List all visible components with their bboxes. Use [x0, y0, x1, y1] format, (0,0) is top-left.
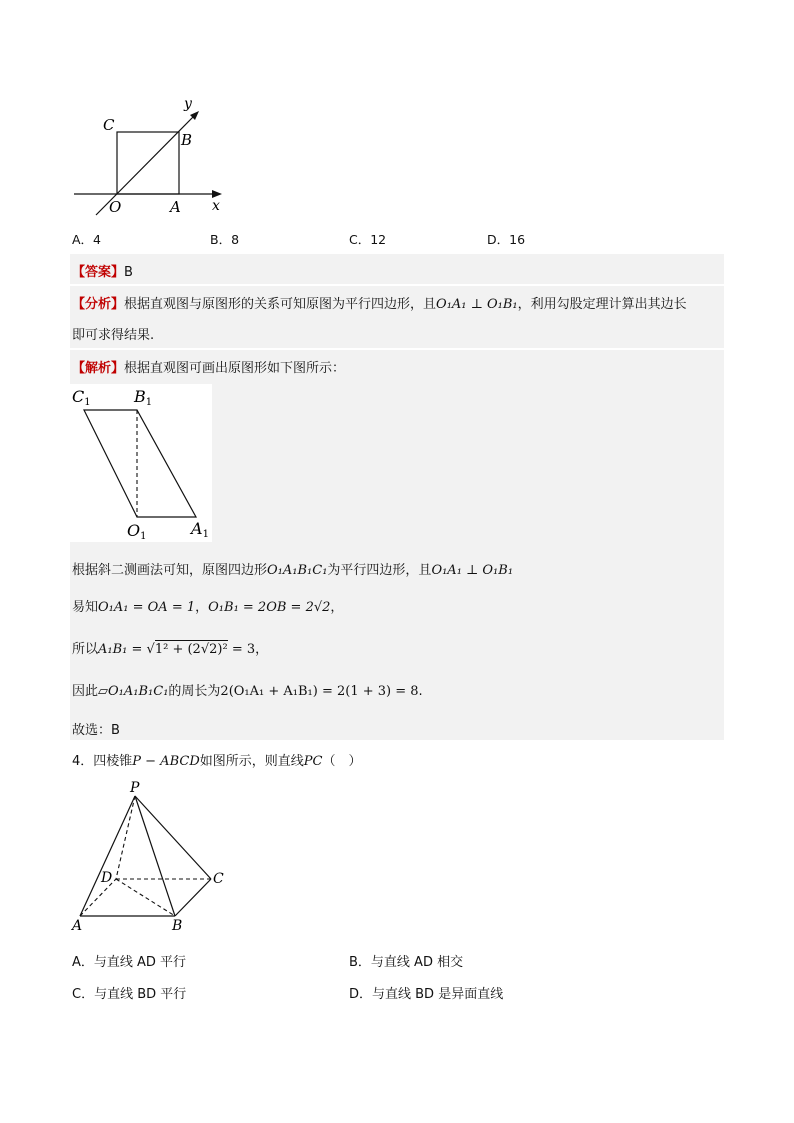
step-2-text-a: 易知: [72, 600, 99, 615]
q4-option-c[interactable]: C．与直线 BD 平行: [72, 987, 187, 1002]
q3-option-b[interactable]: B．8: [210, 232, 240, 247]
q4-stem: [72, 750, 361, 769]
analysis-expr: O₁A₁ ⊥ O₁B₁: [436, 297, 518, 312]
analysis-text-2: ，利用勾股定理计算出其边长: [517, 297, 687, 312]
step-1-expr: O₁A₁B₁C₁: [267, 563, 328, 578]
label-O1: O1: [127, 521, 147, 542]
step-4-expr-2: 2(O₁A₁ + A₁B₁) = 2(1 + 3) = 8: [220, 684, 419, 699]
q4-option-d[interactable]: D．与直线 BD 是异面直线: [349, 987, 504, 1002]
parallelogram-figure: [70, 384, 212, 542]
step-1-expr-2: O₁A₁ ⊥ O₁B₁: [431, 563, 514, 578]
step-3-expr-rhs: = 3: [231, 642, 256, 657]
step-1: [72, 559, 513, 578]
label-x: x: [212, 198, 220, 214]
step-4-text-a: 因此: [72, 684, 99, 699]
edge-BC: [175, 879, 211, 916]
edge-PA: [80, 796, 135, 916]
pyramid-figure: [66, 776, 236, 936]
step-3: [72, 638, 268, 657]
label-B1: B1: [134, 387, 153, 408]
label-C: C: [213, 871, 224, 887]
q4-num: 4．四棱锥: [72, 754, 133, 769]
q4-option-a[interactable]: A．与直线 AD 平行: [72, 955, 187, 970]
edge-PB: [135, 796, 175, 916]
sqrt-sign: √: [146, 642, 155, 657]
label-B: B: [181, 131, 193, 149]
step-4-text-c: .: [418, 684, 423, 699]
solution-text: 根据直观图可画出原图形如下图所示：: [124, 361, 346, 376]
step-1-text-a: 根据斜二测画法可知，原图四边形: [72, 563, 268, 578]
analysis-line-1: [72, 293, 687, 312]
label-A: A: [170, 198, 181, 216]
q4-tail: （ ）: [322, 754, 362, 769]
q4-option-b[interactable]: B．与直线 AD 相交: [349, 955, 464, 970]
edge-PC: [135, 796, 211, 879]
step-3-expr-lhs: A₁B₁ =: [98, 642, 143, 657]
answer-tag: 【答案】: [72, 265, 125, 280]
label-D: D: [101, 870, 113, 886]
step-4-text-b: 的周长为: [168, 684, 221, 699]
analysis-text-1: 根据直观图与原图形的关系可知原图为平行四边形，且: [124, 297, 437, 312]
label-A: A: [72, 918, 83, 934]
analysis-line-2: 即可求得结果.: [72, 328, 155, 343]
analysis-tag: 【分析】: [72, 297, 125, 312]
x-axis-arrow: [212, 190, 222, 198]
label-y: y: [184, 96, 192, 112]
step-2-expr-2: O₁B₁ = 2OB = 2√2: [208, 600, 331, 615]
step-3-expr-radicand: 1² + (2√2)²: [154, 642, 228, 657]
label-O: O: [109, 198, 122, 216]
edge-DB: [116, 879, 175, 916]
q4-expr: P − ABCD: [132, 754, 200, 769]
label-C1: C1: [72, 387, 91, 408]
q3-option-c[interactable]: C．12: [349, 232, 387, 247]
answer-block-bg: [70, 254, 724, 284]
q3-option-a[interactable]: A．4: [72, 232, 102, 247]
label-B: B: [172, 918, 183, 934]
label-C: C: [103, 116, 115, 134]
step-2-expr: O₁A₁ = OA = 1: [98, 600, 196, 615]
step-5: 故选：B: [72, 723, 120, 738]
step-2-text-c: ，: [330, 600, 344, 615]
answer-line: [72, 261, 133, 280]
step-2-text-b: ，: [195, 600, 209, 615]
step-3-text-b: ，: [255, 642, 269, 657]
q4-text: 如图所示，则直线: [199, 754, 304, 769]
step-4-expr: ▱O₁A₁B₁C₁: [98, 684, 169, 699]
q3-option-d[interactable]: D．16: [487, 232, 526, 247]
label-A1: A1: [191, 519, 209, 540]
step-2: [72, 596, 343, 615]
label-P: P: [130, 780, 140, 796]
oblique-axis-figure: [66, 92, 236, 222]
q4-expr-2: PC: [303, 754, 323, 769]
step-1-text-b: 为平行四边形，且: [327, 563, 432, 578]
edge-PD: [116, 796, 135, 879]
step-3-text-a: 所以: [72, 642, 99, 657]
parallelogram-O1A1B1C1: [84, 410, 196, 517]
solution-line-1: [72, 357, 345, 376]
step-4: [72, 680, 423, 699]
answer-value: B: [124, 265, 133, 280]
solution-tag: 【解析】: [72, 361, 125, 376]
